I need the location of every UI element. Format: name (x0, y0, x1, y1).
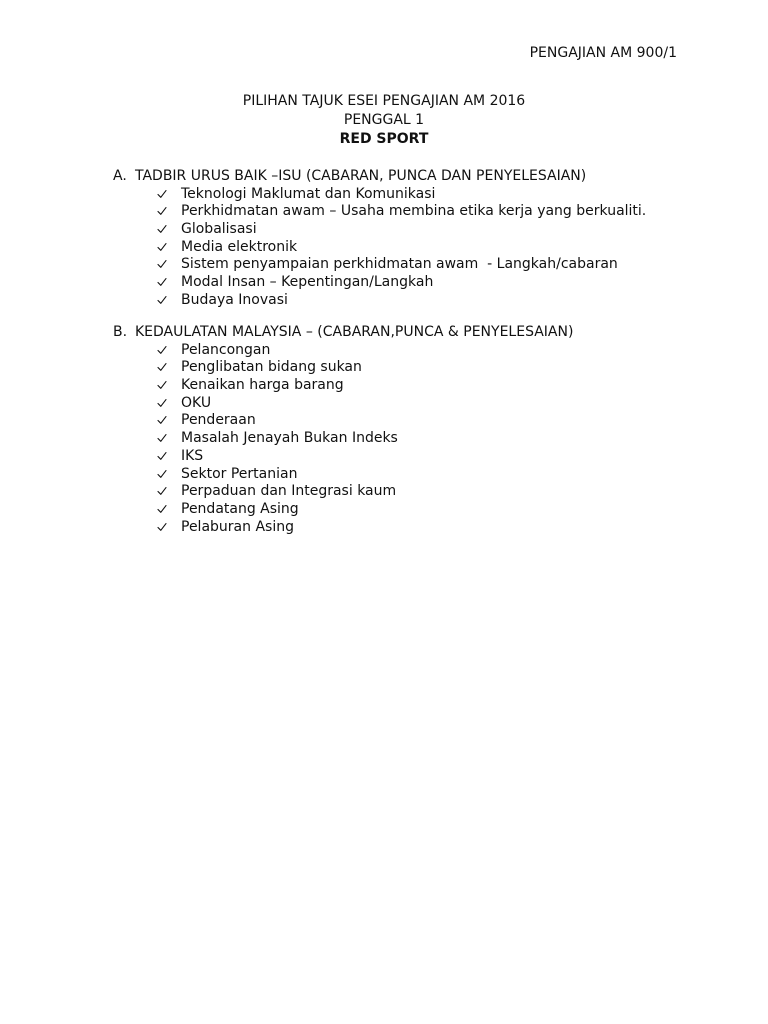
topic-item (157, 239, 733, 257)
check-icon (157, 433, 181, 443)
team-label: RED SPORT (339, 131, 429, 147)
topic-item (157, 412, 733, 430)
check-icon (157, 242, 181, 252)
topic-text: Perpaduan dan Integrasi kaum (181, 483, 397, 500)
topic-item (157, 377, 733, 395)
topic-item (157, 256, 733, 274)
course-code: PENGAJIAN AM 900/1 (529, 45, 677, 61)
check-icon (157, 362, 181, 372)
section-heading (113, 168, 733, 186)
topic-text: Perkhidmatan awam – Usaha membina etika kerja yang berkualiti. (181, 203, 647, 220)
topic-item (157, 483, 733, 501)
topic-item (157, 342, 733, 360)
topic-text: Teknologi Maklumat dan Komunikasi (181, 185, 436, 202)
section-title: TADBIR URUS BAIK –ISU (CABARAN, PUNCA DAN PENYELESAIAN) (135, 168, 587, 184)
section-title: KEDAULATAN MALAYSIA – (CABARAN,PUNCA & PENYELESAIAN) (135, 324, 574, 340)
check-icon (157, 415, 181, 425)
topic-text: IKS (181, 447, 204, 464)
topic-text: Sektor Pertanian (181, 465, 298, 482)
section-letter: B. (113, 324, 128, 340)
topic-item (157, 274, 733, 292)
topic-item (157, 466, 733, 484)
title-block (0, 92, 768, 149)
check-icon (157, 295, 181, 305)
check-icon (157, 259, 181, 269)
topic-item (157, 448, 733, 466)
topic-item (157, 430, 733, 448)
topic-item (157, 203, 733, 221)
topic-text: Penglibatan bidang sukan (181, 359, 362, 376)
topic-item (157, 186, 733, 204)
check-icon (157, 398, 181, 408)
check-icon (157, 504, 181, 514)
check-icon (157, 451, 181, 461)
document-title: PILIHAN TAJUK ESEI PENGAJIAN AM 2016 (242, 93, 526, 109)
section-b (113, 324, 733, 536)
topic-text: Sistem penyampaian perkhidmatan awam - Langkah/cabaran (181, 256, 618, 273)
check-icon (157, 469, 181, 479)
topic-list (113, 342, 733, 537)
section-letter: A. (113, 168, 127, 184)
topic-item (157, 221, 733, 239)
section-a (113, 168, 733, 310)
topic-text: Globalisasi (181, 221, 257, 238)
topic-item (157, 501, 733, 519)
check-icon (157, 206, 181, 216)
topic-item (157, 359, 733, 377)
topic-text: Kenaikan harga barang (181, 377, 344, 394)
check-icon (157, 345, 181, 355)
topic-text: Modal Insan – Kepentingan/Langkah (181, 274, 434, 291)
check-icon (157, 380, 181, 390)
topic-item (157, 519, 733, 537)
topic-text: Budaya Inovasi (181, 291, 288, 308)
section-heading (113, 324, 733, 342)
check-icon (157, 522, 181, 532)
topic-item (157, 395, 733, 413)
topic-text: Penderaan (181, 412, 256, 429)
topic-list (113, 186, 733, 310)
topic-text: Media elektronik (181, 238, 298, 255)
topic-text: Pendatang Asing (181, 500, 299, 517)
check-icon (157, 486, 181, 496)
topic-text: Pelaburan Asing (181, 518, 294, 535)
check-icon (157, 189, 181, 199)
topic-text: OKU (181, 394, 212, 411)
topic-text: Masalah Jenayah Bukan Indeks (181, 430, 398, 447)
check-icon (157, 277, 181, 287)
check-icon (157, 224, 181, 234)
topic-item (157, 292, 733, 310)
topic-text: Pelancongan (181, 341, 271, 358)
term-label: PENGGAL 1 (343, 112, 425, 128)
